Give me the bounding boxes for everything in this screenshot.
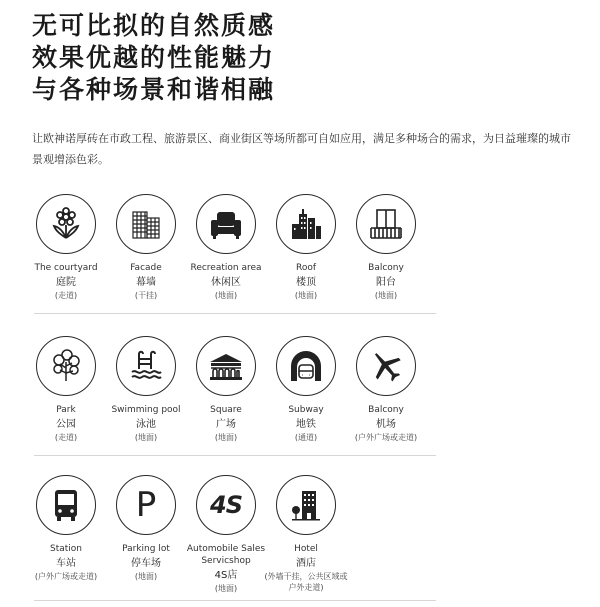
application-row-3 — [26, 475, 436, 601]
square-plaza-icon — [196, 336, 256, 396]
application-item-station: Station 车站 (户外广场或走道) — [26, 475, 106, 582]
application-item-parking-lot: P Parking lot 停车场 (地面) — [106, 475, 186, 582]
application-item-park: Park 公园 (走道) — [26, 336, 106, 443]
armchair-icon — [196, 194, 256, 254]
balcony-icon — [356, 194, 416, 254]
application-item-subway: Subway 地铁 (通道) — [266, 336, 346, 443]
bus-icon — [36, 475, 96, 535]
application-row-2 — [26, 336, 436, 456]
flower-icon — [36, 194, 96, 254]
row-divider — [34, 313, 436, 314]
headline-line-2: 效果优越的性能魅力 — [32, 43, 276, 72]
4s-shop-icon: 4S — [196, 475, 256, 535]
tree-icon — [36, 336, 96, 396]
skyscraper-icon — [276, 194, 336, 254]
application-item-swimming-pool: Swimming pool 泳池 (地面) — [106, 336, 186, 443]
application-item-4s-shop: 4S Automobile Sales Servicshop 4S店 (地面) — [186, 475, 266, 594]
hotel-icon — [276, 475, 336, 535]
airplane-icon — [356, 336, 416, 396]
application-item-recreation-area: Recreation area 休闲区 (地面) — [186, 194, 266, 301]
application-item-courtyard: The courtyard 庭院 (走道) — [26, 194, 106, 301]
parking-icon: P — [116, 475, 176, 535]
headline-line-3: 与各种场景和谐相融 — [32, 75, 276, 104]
subway-icon — [276, 336, 336, 396]
application-item-airport: Balcony 机场 (户外广场或走道) — [346, 336, 426, 443]
headline — [32, 10, 275, 106]
application-item-hotel: Hotel 酒店 (外墙干挂，公共区域或户外走道) — [266, 475, 346, 593]
row-divider — [34, 455, 436, 456]
application-item-facade: Facade 幕墙 (干挂) — [106, 194, 186, 301]
application-row-1 — [26, 194, 436, 314]
headline-line-1: 无可比拟的自然质感 — [32, 11, 276, 40]
swimming-pool-icon — [116, 336, 176, 396]
application-item-roof: Roof 楼顶 (地面) — [266, 194, 346, 301]
row-divider — [34, 600, 436, 601]
application-item-balcony: Balcony 阳台 (地面) — [346, 194, 426, 301]
intro-paragraph: 让欧神诺厚砖在市政工程、旅游景区、商业街区等场所都可自如应用，满足多种场合的需求，为日益璀璨的城市景观增添色彩。 — [32, 132, 571, 166]
application-item-square: Square 广场 (地面) — [186, 336, 266, 443]
building-facade-icon — [116, 194, 176, 254]
